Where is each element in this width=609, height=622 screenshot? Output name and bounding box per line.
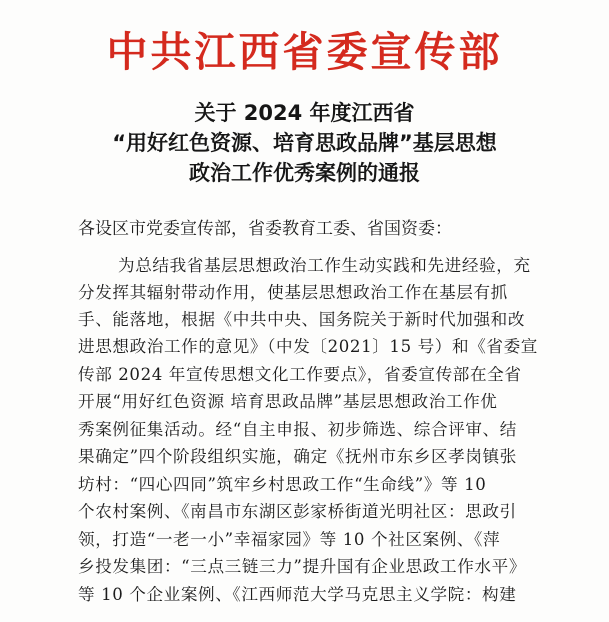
title-line-1: 关于 2024 年度江西省 (194, 101, 415, 125)
body-line: 分发挥其辐射带动作用，使基层思想政治工作在基层有抓 (78, 283, 508, 302)
body-line: 为总结我省基层思想政治工作生动实践和先进经验，充 (118, 256, 531, 275)
title-line-3: 政治工作优秀案例的通报 (189, 161, 420, 185)
body-line: 等 10 个企业案例、《江西师范大学马克思主义学院：构建 (78, 585, 517, 604)
document-title (0, 98, 609, 188)
body-line: 传部 2024 年宣传思想文化工作要点》，省委宣传部在全省 (78, 365, 522, 384)
body-line: 领，打造“一老一小”幸福家园》等 10 个社区案例、《萍 (78, 530, 501, 549)
body-line: 手、能落地，根据《中共中央、国务院关于新时代加强和改 (78, 310, 526, 329)
body-line: 个农村案例、《南昌市东湖区彭家桥街道光明社区：思政引 (78, 502, 517, 521)
body-line: 乡投发集团：“三点三链三力”提升国有企业思政工作水平》 (78, 557, 527, 576)
body-line: 进思想政治工作的意见》（中发〔2021〕15 号）和《省委宣 (78, 337, 538, 356)
body-line: 开展“用好红色资源 培育思政品牌”基层思想政治工作优 (78, 392, 498, 411)
salutation: 各设区市党委宣传部，省委教育工委、省国资委： (78, 219, 452, 239)
body-line: 坊村：“四心四同”筑牢乡村思政工作“生命线”》等 10 (78, 475, 487, 494)
body-line: 果确定”四个阶段组织实施，确定《抚州市东乡区孝岗镇张 (78, 447, 517, 466)
org-header: 中共江西省委宣传部 (106, 28, 503, 76)
title-line-2: “用好红色资源、培育思政品牌”基层思想 (112, 131, 497, 155)
body-line: 秀案例征集活动。经“自主申报、初步筛选、综合评审、结 (78, 420, 517, 439)
